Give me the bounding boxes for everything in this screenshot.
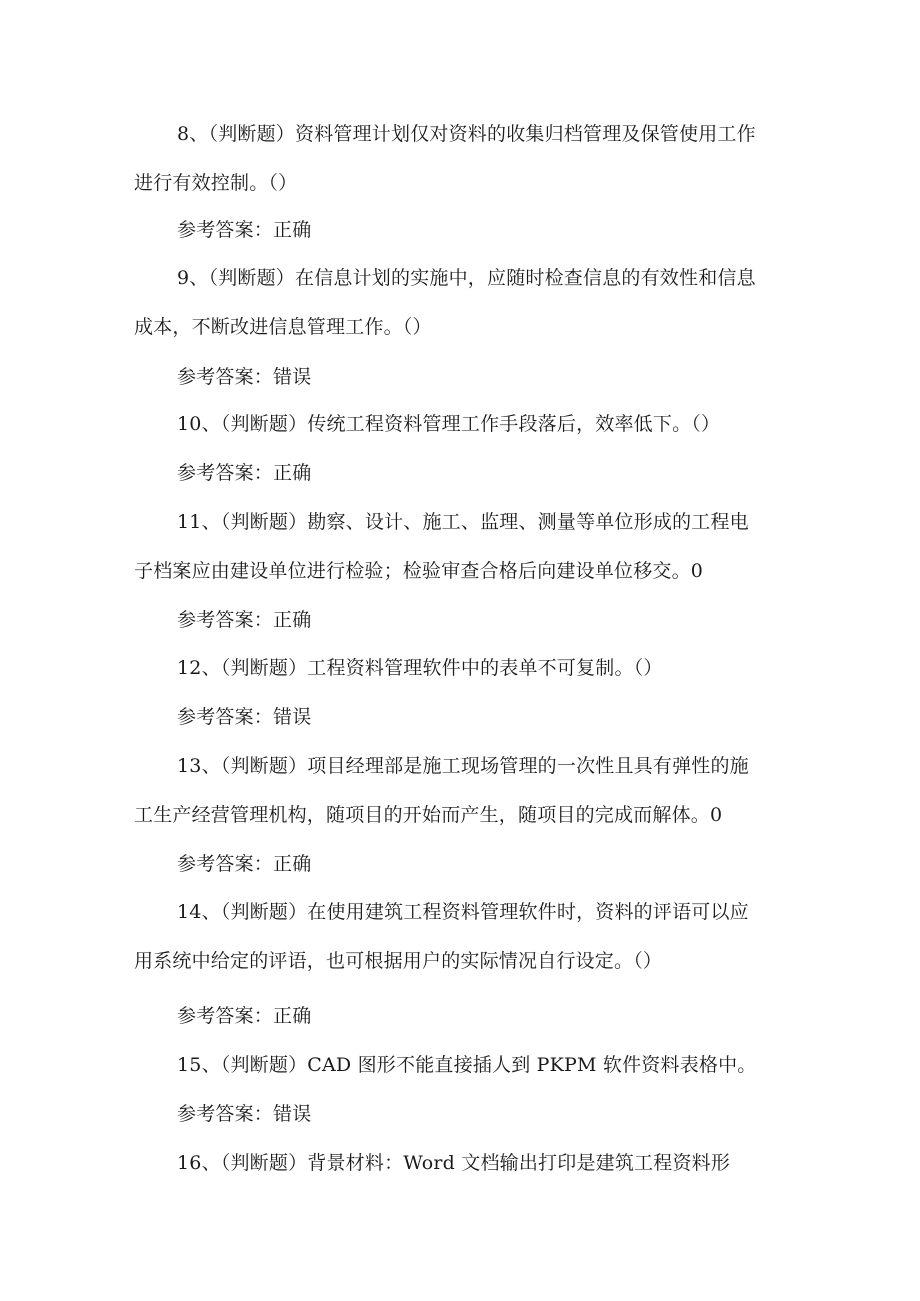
question-11-answer: 参考答案：正确: [177, 609, 312, 631]
question-9-line-1: 9、（判断题）在信息计划的实施中，应随时检查信息的有效性和信息: [177, 267, 756, 289]
question-9-line-2: 成本，不断改进信息管理工作。（）: [134, 316, 432, 338]
question-8-line-1: 8、（判断题）资料管理计划仅对资料的收集归档管理及保管使用工作: [177, 123, 756, 145]
question-8-line-2: 进行有效控制。（）: [134, 172, 298, 194]
question-16-line-1: 16、（判断题）背景材料：Word 文档输出打印是建筑工程资料形: [177, 1152, 731, 1174]
question-13-answer: 参考答案：正确: [177, 853, 312, 875]
question-10-line-1: 10、（判断题）传统工程资料管理工作手段落后，效率低下。（）: [177, 413, 721, 435]
question-12-answer: 参考答案：错误: [177, 706, 312, 728]
question-8-answer: 参考答案：正确: [177, 219, 312, 241]
question-14-line-1: 14、（判断题）在使用建筑工程资料管理软件时，资料的评语可以应: [177, 901, 749, 923]
question-15-line-1: 15、（判断题）CAD 图形不能直接插人到 PKPM 软件资料表格中。: [177, 1054, 757, 1076]
question-10-answer: 参考答案：正确: [177, 462, 312, 484]
question-11-line-1: 11、（判断题）勘察、设计、施工、监理、测量等单位形成的工程电: [177, 511, 749, 533]
question-11-line-2: 子档案应由建设单位进行检验；检验审查合格后向建设单位移交。0: [134, 560, 704, 582]
question-9-answer: 参考答案：错误: [177, 366, 312, 388]
question-15-answer: 参考答案：错误: [177, 1103, 312, 1125]
question-13-line-2: 工生产经营管理机构，随项目的开始而产生，随项目的完成而解体。0: [134, 804, 723, 826]
question-14-line-2: 用系统中给定的评语，也可根据用户的实际情况自行设定。（）: [134, 950, 663, 972]
question-14-answer: 参考答案：正确: [177, 1005, 312, 1027]
question-13-line-1: 13、（判断题）项目经理部是施工现场管理的一次性且具有弹性的施: [177, 755, 749, 777]
question-12-line-1: 12、（判断题）工程资料管理软件中的表单不可复制。（）: [177, 657, 663, 679]
